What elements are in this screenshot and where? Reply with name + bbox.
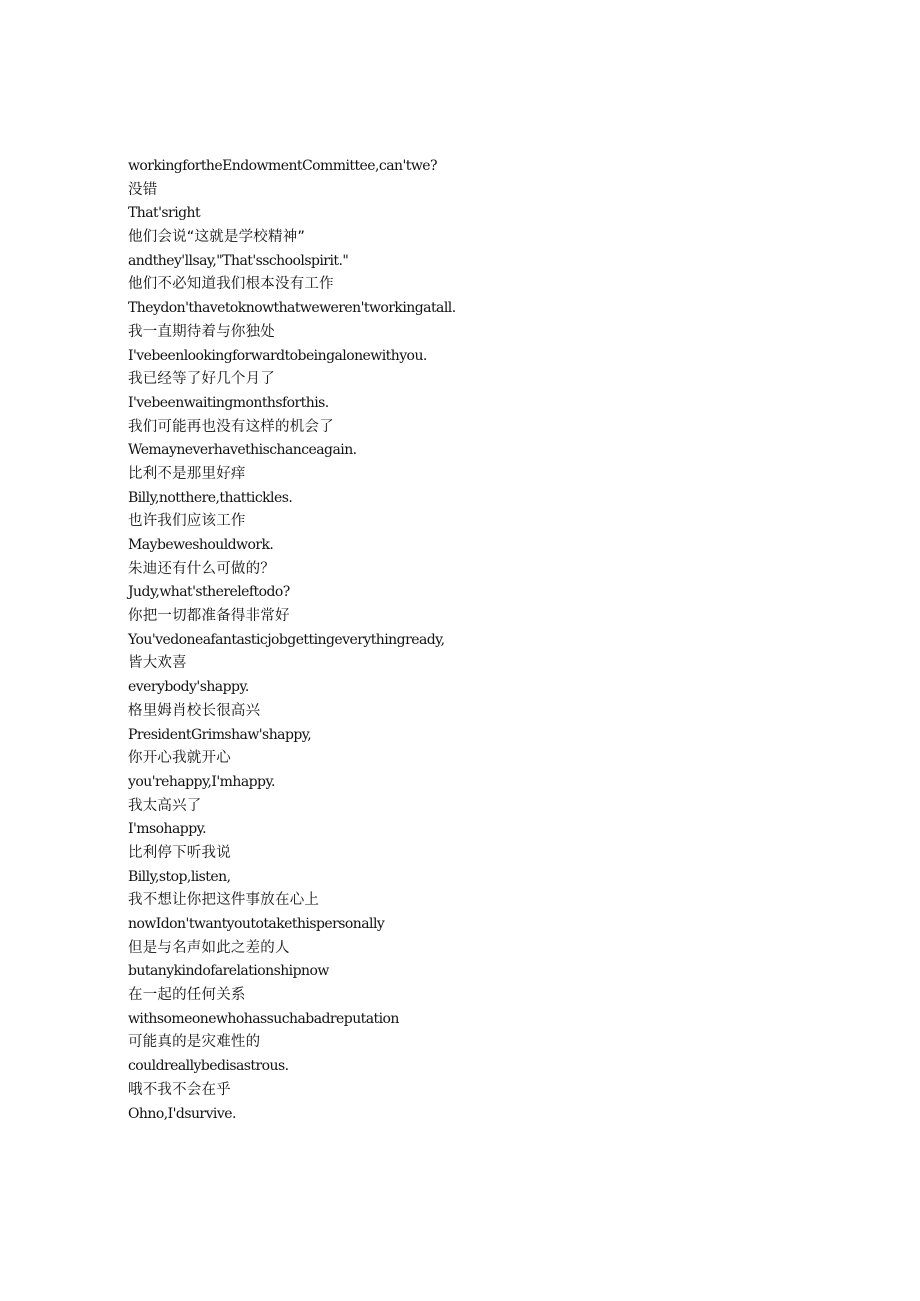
chinese-subtitle-line: 比利停下听我说 [128,844,231,861]
chinese-subtitle-line: 朱迪还有什么可做的？ [128,560,275,577]
chinese-subtitle-line: 你把一切都准备得非常好 [128,608,290,625]
english-subtitle-line: Theydon'thavetoknowthatweweren'tworkingatall. [128,300,456,317]
chinese-subtitle-line: 在一起的任何关系 [128,987,246,1004]
chinese-subtitle-line: 可能真的是灾难性的 [128,1034,261,1051]
english-subtitle-line: PresidentGrimshaw'shappy, [128,726,312,743]
chinese-subtitle-line: 没错 [128,181,158,198]
chinese-subtitle-line: 哦不我不会在乎 [128,1081,231,1098]
chinese-subtitle-line: 你开心我就开心 [128,750,231,767]
english-subtitle-line: That'sright [128,205,201,222]
english-subtitle-line: nowIdon'twantyoutotakethispersonally [128,916,385,932]
chinese-subtitle-line: 我们可能再也没有这样的机会了 [128,418,334,435]
chinese-subtitle-line: 我不想让你把这件事放在心上 [128,892,320,909]
chinese-subtitle-line: 但是与名声如此之差的人 [128,939,290,956]
chinese-subtitle-line: 我太高兴了 [128,797,202,814]
chinese-subtitle-line: 他们不必知道我们根本没有工作 [128,276,334,293]
english-subtitle-line: I'vebeenlookingforwardtobeingalonewithyou. [128,347,427,364]
chinese-subtitle-line: 我一直期待着与你独处 [128,323,275,340]
chinese-subtitle-line: 我已经等了好几个月了 [128,371,275,388]
english-subtitle-line: couldreallybedisastrous. [128,1058,289,1075]
transcript-lines [128,155,828,1126]
english-subtitle-line: withsomeonewhohassuchabadreputation [128,1010,399,1027]
english-subtitle-line: You'vedoneafantasticjobgettingeverythingready, [128,631,445,648]
english-subtitle-line: everybody'shappy. [128,679,249,696]
english-subtitle-line: andthey'llsay,"That'sschoolspirit." [128,252,349,269]
chinese-subtitle-line: 比利不是那里好痒 [128,465,246,482]
chinese-subtitle-line: 皆大欢喜 [128,655,187,672]
english-subtitle-line: butanykindofarelationshipnow [128,963,329,980]
chinese-subtitle-line: 也许我们应该工作 [128,513,246,530]
english-subtitle-line: you'rehappy,I'mhappy. [128,773,275,790]
english-subtitle-line: workingfortheEndowmentCommittee,can'twe? [128,158,437,174]
english-subtitle-line: Ohno,I'dsurvive. [128,1105,236,1122]
english-subtitle-line: I'vebeenwaitingmonthsforthis. [128,394,329,411]
chinese-subtitle-line: 格里姆肖校长很高兴 [128,702,261,719]
english-subtitle-line: Billy,notthere,thattickles. [128,489,293,506]
english-subtitle-line: Judy,what'sthereleftodo? [128,584,290,601]
english-subtitle-line: I'msohappy. [128,821,207,838]
english-subtitle-line: Billy,stop,listen, [128,868,231,885]
english-subtitle-line: Wemayneverhavethischanceagain. [128,442,357,459]
chinese-subtitle-line: 他们会说“这就是学校精神” [128,229,306,246]
english-subtitle-line: Maybeweshouldwork. [128,537,274,553]
